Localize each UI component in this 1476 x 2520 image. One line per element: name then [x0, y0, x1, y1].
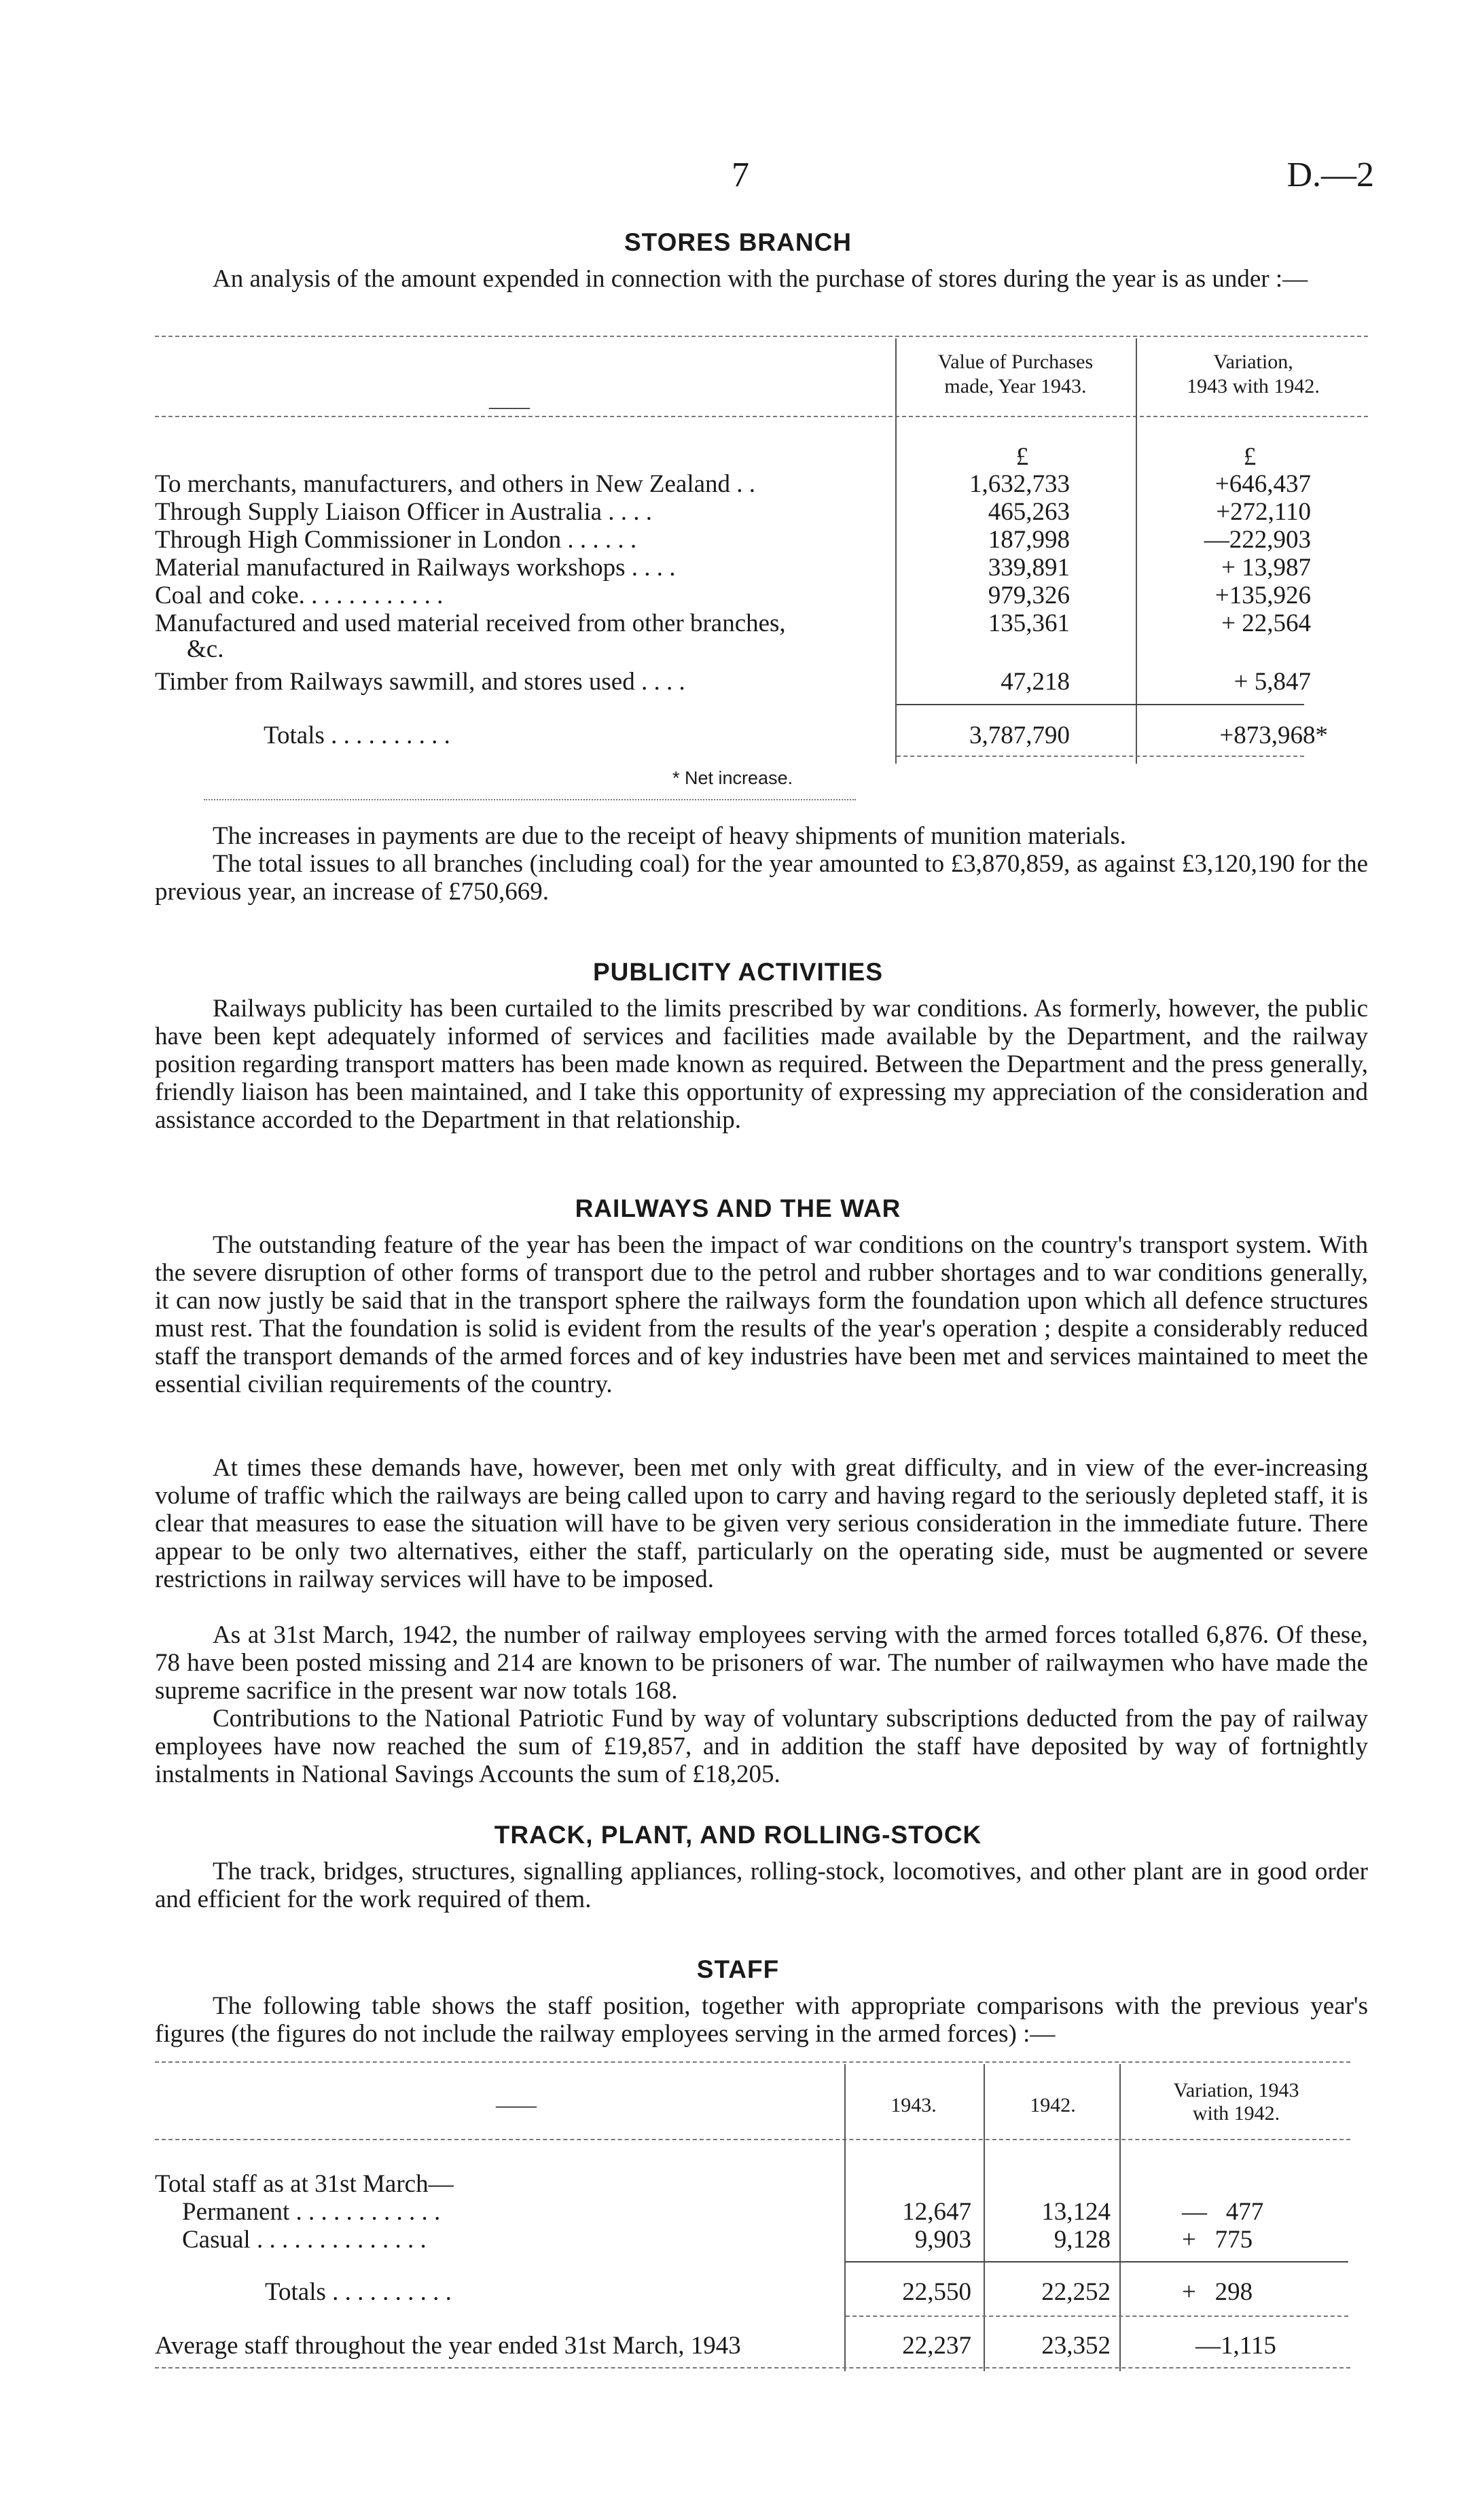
staff-row-1942: 13,124 [1041, 2198, 1111, 2226]
war-para-3: As at 31st March, 1942, the number of railway employees serving with the armed forces totalled 6,876. Of these, 78 have been posted missing and 214 are known to be prisoners of war. The number of railwaymen who have made the supreme sacrifice in the present war now totals 168. [155, 1621, 1368, 1705]
war-para-2: At times these demands have, however, been met only with great difficulty, and in view of the ever-increasing volume of traffic which the railways are being called upon to carry and having regard to the seriously depleted staff, it is clear that measures to ease the situation will have to be given very serious consideration in the immediate future. There appear to be only two alternatives, either the staff, particularly on the operating side, must be augmented or severe restrictions in railway services will have to be imposed. [155, 1454, 1368, 1593]
stores-row-value: 979,326 [988, 582, 1070, 609]
stores-para-increases: The increases in payments are due to the receipt of heavy shipments of munition materials. [213, 822, 1126, 850]
page-number: 7 [732, 156, 749, 194]
staff-col-1943-header: 1943. [890, 2094, 937, 2116]
stores-col2-header-l2: 1943 with 1942. [1187, 375, 1320, 397]
staff-average-label: Average staff throughout the year ended 31st March, 1943 [155, 2332, 741, 2360]
stores-col1-divider [895, 338, 897, 764]
stores-footnote: * Net increase. [672, 768, 793, 788]
staff-col3-divider [1119, 2064, 1121, 2371]
stores-para-issues: The total issues to all branches (including coal) for the year amounted to £3,870,859, as against £3,120,190 for the previous year, an increase of £750,669. [155, 850, 1368, 906]
stores-col2-header-l1: Variation, [1213, 351, 1293, 373]
stores-intro: An analysis of the amount expended in connection with the purchase of stores during the year is as under :— [213, 265, 1308, 293]
stores-col2-divider [1136, 338, 1137, 764]
stores-row-value: 339,891 [988, 554, 1070, 582]
stores-row-label: Coal and coke. . . . . . . . . . . . [155, 582, 444, 609]
staff-row-1942: 9,128 [1054, 2226, 1111, 2254]
stores-row-variation: +272,110 [1216, 498, 1311, 526]
publicity-heading: PUBLICITY ACTIVITIES [592, 958, 884, 986]
staff-row-variation: + 775 [1182, 2226, 1253, 2254]
staff-average-variation: —1,115 [1195, 2332, 1276, 2360]
stores-row-value: 187,998 [988, 526, 1070, 554]
track-para: The track, bridges, structures, signalling appliances, rolling-stock, locomotives, and other plant are in good order and efficient for the work required of them. [155, 1858, 1368, 1913]
stores-row-variation: —222,903 [1204, 526, 1311, 554]
staff-col-variation-header-l1: Variation, 1943 [1173, 2079, 1299, 2101]
stores-row-label: &c. [187, 635, 224, 663]
staff-average-1942: 23,352 [1041, 2332, 1111, 2360]
stores-row-value: 1,632,733 [969, 470, 1070, 498]
stores-header-rule [155, 416, 1368, 417]
stores-row-variation: + 5,847 [1234, 668, 1311, 696]
stores-footnote-rule [204, 799, 856, 800]
staff-totals-1943: 22,550 [902, 2278, 971, 2306]
stores-blank-header: —— [489, 395, 530, 418]
track-heading: TRACK, PLANT, AND ROLLING-STOCK [494, 1821, 982, 1849]
staff-totals-variation: + 298 [1182, 2278, 1253, 2306]
staff-totals-1942: 22,252 [1041, 2278, 1111, 2306]
stores-row-value: 135,361 [988, 609, 1070, 637]
stores-totals-label: Totals . . . . . . . . . . [264, 722, 450, 749]
staff-header-rule [155, 2139, 1350, 2140]
war-para-1: The outstanding feature of the year has been the impact of war conditions on the country's transport system. With the severe disruption of other forms of transport due to the petrol and rubber shortages and to war conditions generally, it can now justly be said that in the transport sphere the railways form the foundation upon which all defence structures must rest. That the foundation is solid is evident from the results of the year's operation ; despite a considerably reduced staff the transport demands of the armed forces and of key industries have been met and services maintained to meet the essential civilian requirements of the country. [155, 1231, 1368, 1398]
stores-row-variation: +646,437 [1214, 470, 1311, 498]
stores-row-label: Through High Commissioner in London . . . . . . [155, 526, 637, 554]
staff-table-top-rule [155, 2061, 1350, 2063]
stores-totals-variation: +873,968* [1219, 722, 1328, 749]
staff-average-1943: 22,237 [902, 2332, 971, 2360]
staff-heading: STAFF [696, 1955, 780, 1983]
document-reference: D.—2 [1286, 156, 1374, 194]
staff-intro: The following table shows the staff position, together with appropriate comparisons with the previous year's figures (the figures do not include the railway employees serving in the armed forces) :— [155, 1992, 1368, 2048]
staff-row-1943: 12,647 [902, 2198, 971, 2226]
staff-col-1942-header: 1942. [1030, 2094, 1076, 2116]
staff-totals-label: Totals . . . . . . . . . . [265, 2278, 452, 2306]
stores-row-value: 47,218 [1001, 668, 1070, 696]
staff-totals-rule [846, 2261, 1348, 2262]
staff-row-1943: 9,903 [914, 2226, 971, 2254]
war-para-4: Contributions to the National Patriotic Fund by way of voluntary subscriptions deducted from the pay of railway employees have now reached the sum of £19,857, and in addition the staff have deposited by way of fortnightly instalments in National Savings Accounts the sum of £18,205. [155, 1705, 1368, 1788]
staff-table-bottom-rule [155, 2367, 1350, 2368]
war-heading: RAILWAYS AND THE WAR [575, 1194, 901, 1222]
staff-row-variation: — 477 [1182, 2198, 1264, 2226]
stores-table-top-rule [155, 336, 1368, 337]
stores-row-label: Timber from Railways sawmill, and stores used . . . . [155, 668, 685, 696]
staff-average-top-rule [846, 2315, 1348, 2317]
stores-row-label: To merchants, manufacturers, and others in New Zealand . . [155, 470, 756, 498]
stores-row-value: 465,263 [988, 498, 1070, 526]
staff-col-variation-header-l2: with 1942. [1192, 2102, 1280, 2125]
stores-row-label: Through Supply Liaison Officer in Australia . . . . [155, 498, 653, 526]
stores-currency-col1: £ [1015, 443, 1029, 471]
publicity-para: Railways publicity has been curtailed to the limits prescribed by war conditions. As formerly, however, the public have been kept adequately informed of services and facilities made available by the Department, and the railway position regarding transport matters has been made known as required. Between the Department and the press generally, friendly liaison has been maintained, and I take this opportunity of expressing my appreciation of the consideration and assistance accorded to the Department in that relationship. [155, 995, 1368, 1134]
stores-bottom-rule [897, 756, 1304, 757]
staff-blank-header: —— [496, 2094, 537, 2116]
stores-col1-header-l2: made, Year 1943. [944, 375, 1087, 397]
stores-totals-value: 3,787,790 [969, 722, 1070, 749]
staff-col1-divider [844, 2064, 846, 2371]
stores-row-variation: +135,926 [1214, 582, 1311, 609]
staff-row-label: Permanent . . . . . . . . . . . . [182, 2198, 441, 2226]
stores-row-variation: + 13,987 [1221, 554, 1311, 582]
stores-currency-col2: £ [1243, 443, 1257, 471]
stores-row-label: Material manufactured in Railways workshops . . . . [155, 554, 676, 582]
staff-group-label: Total staff as at 31st March— [155, 2170, 454, 2198]
staff-row-label: Casual . . . . . . . . . . . . . . [182, 2226, 427, 2254]
stores-totals-rule [897, 704, 1304, 705]
stores-col1-header-l1: Value of Purchases [937, 351, 1094, 373]
stores-heading: STORES BRANCH [624, 228, 852, 256]
staff-col2-divider [984, 2064, 985, 2371]
stores-row-label: Manufactured and used material received from other branches, [155, 609, 786, 637]
stores-row-variation: + 22,564 [1221, 609, 1311, 637]
